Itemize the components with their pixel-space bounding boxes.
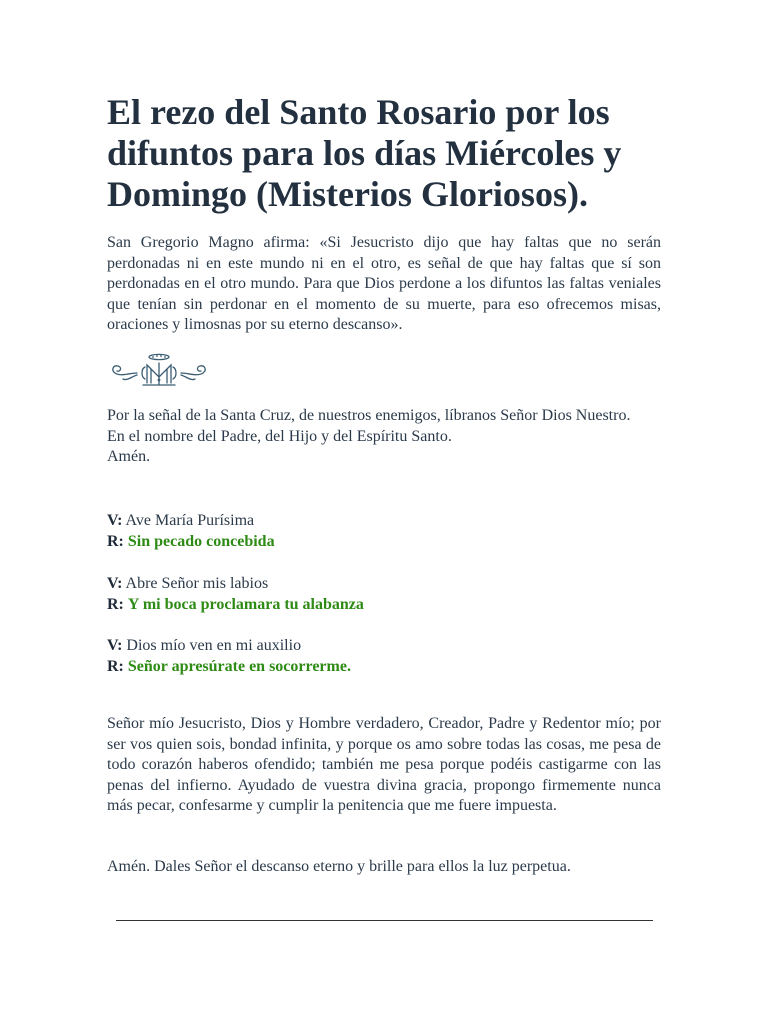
page-title: El rezo del Santo Rosario por los difuntos para los días Miércoles y Domingo (Misterios Gloriosos).	[107, 92, 622, 214]
versicle-line	[107, 574, 661, 595]
response-label: R:	[107, 532, 124, 550]
response-text: Señor apresúrate en socorrerme.	[127, 657, 351, 675]
response-text: Y mi boca proclamara tu alabanza	[127, 595, 364, 613]
versicle-label: V:	[107, 512, 123, 529]
response-label: R:	[107, 595, 124, 613]
versicle-response-pair	[107, 511, 661, 552]
response-line	[107, 657, 661, 678]
versicle-label: V:	[107, 575, 123, 592]
sign-of-cross	[107, 406, 661, 468]
closing-paragraph: Amén. Dales Señor el descanso eterno y brille para ellos la luz perpetua.	[107, 858, 571, 875]
versicle-response-pair	[107, 636, 661, 677]
versicle-text: Dios mío ven en mi auxilio	[126, 637, 302, 654]
response-line	[107, 532, 661, 553]
versicle-line	[107, 511, 661, 532]
response-label: R:	[107, 657, 124, 675]
horizontal-divider	[116, 920, 653, 921]
act-of-contrition-paragraph: Señor mío Jesucristo, Dios y Hombre verdadero, Creador, Padre y Redentor mío; por ser vos quien sois, bondad infinita, y porque os amo sobre todas las cosas, me pesa de todo corazón haberos ofendido; también me pesa porque podéis castigarme con las penas del infierno. Ayudado de vuestra divina gracia, propongo firmemente nunca más pecar, confesarme y cumplir la penitencia que me fuere impuesta.	[107, 715, 661, 814]
intro-paragraph: San Gregorio Magno afirma: «Si Jesucristo dijo que hay faltas que no serán perdonadas ni en este mundo ni en el otro, es señal de que hay faltas que sí son perdonadas en el otro mundo. Para que Dios perdone a los difuntos las faltas veniales que tenían sin perdonar en el momento de su muerte, para eso ofrecemos misas, oraciones y limosnas por su eterno descanso».	[107, 234, 661, 333]
response-text: Sin pecado concebida	[127, 532, 275, 550]
versicle-response-pair	[107, 574, 661, 615]
versicle-line	[107, 636, 661, 657]
marian-monogram-ornament-icon	[107, 349, 211, 391]
sign-of-cross-line3: Amén.	[107, 448, 151, 465]
versicle-text: Abre Señor mis labios	[125, 575, 269, 592]
response-line	[107, 595, 661, 616]
versicle-text: Ave María Purísima	[125, 512, 255, 529]
sign-of-cross-line1: Por la señal de la Santa Cruz, de nuestros enemigos, líbranos Señor Dios Nuestro.	[107, 407, 631, 424]
versicle-label: V:	[107, 637, 123, 654]
sign-of-cross-line2: En el nombre del Padre, del Hijo y del Espíritu Santo.	[107, 427, 452, 445]
